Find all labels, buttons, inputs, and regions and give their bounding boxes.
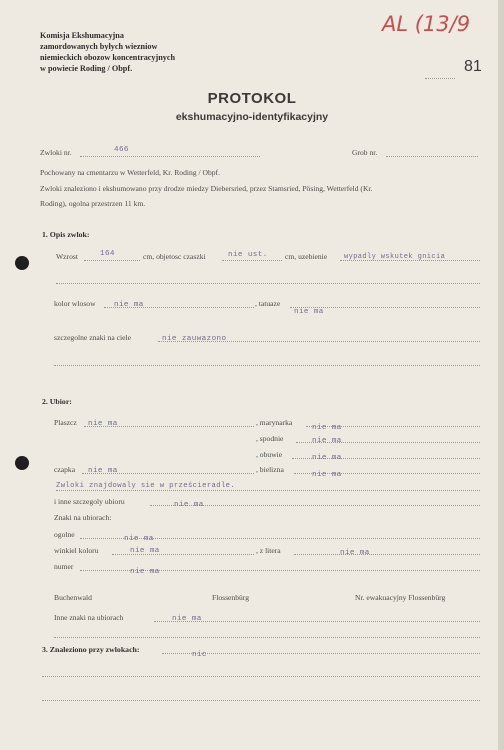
kolor-label: kolor wlosow (54, 299, 96, 308)
section-opis-heading: 1. Opis zwlok: (42, 230, 90, 239)
wzrost-line (84, 260, 140, 261)
org-line-1: Komisja Ekshumacyjna (40, 31, 124, 40)
wzrost-value: 164 (100, 250, 115, 258)
obuwie-value: nie ma (312, 454, 342, 462)
ref-underline (425, 78, 455, 79)
znaleziono-blank-line-2 (42, 700, 480, 701)
inne-znaki-label: Inne znaki na ubiorach (54, 613, 124, 622)
section-ubior-heading: 2. Ubior: (42, 397, 72, 406)
winkiel-label: winkiel koloru (54, 546, 99, 555)
bielizna-label: , bielizna (256, 465, 284, 474)
inne-znaki-line (154, 621, 480, 622)
litera-label: , z litera (256, 546, 281, 555)
plaszcz-label: Plaszcz (54, 418, 77, 427)
org-line-3: niemieckich obozow koncentracyjnych (40, 53, 176, 62)
znaleziono-line (162, 653, 480, 654)
org-line-2: zamordowanych byłych wiezniow (40, 42, 158, 51)
handwritten-reference: AL (13/9 (382, 12, 471, 36)
tatuaze-value: nie ma (294, 308, 324, 316)
cm-uzebienie-label: cm, uzebienie (285, 252, 328, 261)
znaki-ubior-label: Znaki na ubiorach: (54, 513, 112, 522)
spodnie-label: , spodnie (256, 434, 284, 443)
czapka-label: czapka (54, 465, 76, 474)
spodnie-value: nie ma (312, 437, 342, 445)
marynarka-value: nie ma (312, 424, 342, 432)
grob-line (386, 156, 478, 157)
obuwie-label: , obuwie (256, 450, 283, 459)
czaszka-line (222, 260, 282, 261)
zwloki-note-line (56, 490, 480, 491)
ewakuacyjny-label: Nr. ewakuacyjny Flossenbürg (355, 593, 446, 602)
zwloki-label: Zwloki nr. (40, 148, 72, 157)
grob-label: Grob nr. (352, 148, 378, 157)
inne-szczegoly-label: i inne szczegoly ubioru (54, 497, 125, 506)
numer-value: nie ma (130, 568, 160, 576)
zwloki-number: 466 (114, 146, 129, 154)
punch-hole-bottom (15, 456, 29, 470)
org-line-4: w powiecie Roding / Obpf. (40, 64, 133, 73)
punch-hole-top (15, 256, 29, 270)
bielizna-value: nie ma (312, 471, 342, 479)
ogolne-value: nie ma (124, 535, 154, 543)
opis-blank-line (56, 283, 480, 284)
ogolne-label: ogolne (54, 530, 75, 539)
cm-czaszka-label: cm, objetosc czaszki (143, 252, 206, 261)
document-subtitle: ekshumacyjno-identyfikacyjny (175, 111, 329, 123)
page-number: 81 (464, 58, 482, 75)
znaleziono-blank-line-1 (42, 676, 480, 677)
buried-text: Pochowany na cmentarzu w Wetterfeld, Kr. Roding / Obpf. (40, 168, 220, 177)
ubior-blank-line (54, 637, 480, 638)
czaszka-value: nie ust. (228, 251, 268, 259)
litera-value: nie ma (340, 549, 370, 557)
zwloki-note: Zwloki znajdowaly sie w prześcieradle. (56, 482, 236, 490)
marynarka-label: , marynarka (256, 418, 293, 427)
section-znaleziono-heading: 3. Znaleziono przy zwlokach: (42, 645, 140, 654)
uzebienie-value: wypadly wskutek gnicia (344, 253, 446, 261)
inne-szczegoly-value: nie ma (174, 501, 204, 509)
czapka-value: nie ma (88, 467, 118, 475)
buchenwald-label: Buchenwald (54, 593, 92, 602)
found-text-1: Zwloki znaleziono i ekshumowano przy drodze miedzy Diebersried, przez Stamsried, Pösing, Wetterfeld (Kr. (40, 184, 373, 193)
document-title: PROTOKOL (207, 90, 297, 107)
flossenburg-label: Flossenbürg (212, 593, 249, 602)
litera-line (294, 554, 480, 555)
inne-znaki-value: nie ma (172, 615, 202, 623)
winkiel-value: nie ma (130, 547, 160, 555)
wzrost-label: Wzrost (56, 252, 78, 261)
znaki-ciele-value: nie zauwazono (162, 335, 227, 343)
znaki-ciele-label: szczegolne znaki na ciele (54, 333, 131, 342)
tatuaze-label: , tatuaze (255, 299, 281, 308)
zwloki-line (80, 156, 260, 157)
opis-blank-line-2 (54, 365, 480, 366)
znaleziono-value: nic (192, 651, 207, 659)
numer-label: numer (54, 562, 74, 571)
kolor-value: nie ma (114, 301, 144, 309)
plaszcz-value: nie ma (88, 420, 118, 428)
found-text-2: Roding), ogolna przestrzen 11 km. (40, 199, 146, 208)
